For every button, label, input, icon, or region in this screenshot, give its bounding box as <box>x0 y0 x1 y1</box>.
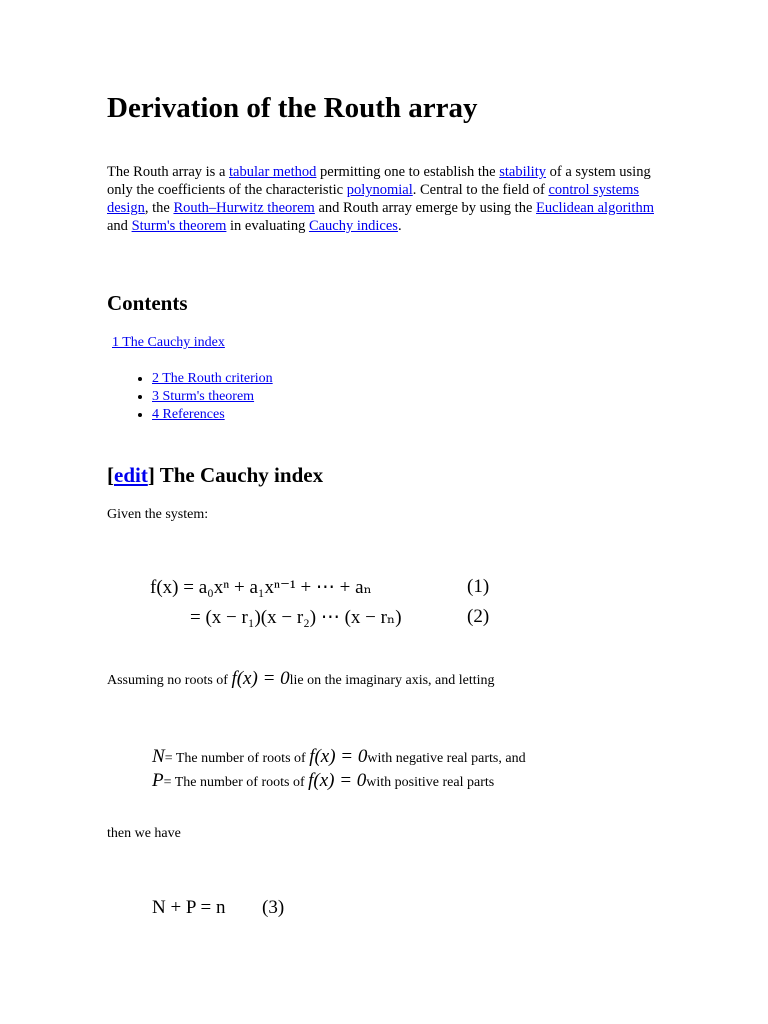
then-text: then we have <box>107 826 181 841</box>
link-cauchy-indices[interactable]: Cauchy indices <box>308 218 398 234</box>
link-sturms-theorem[interactable]: Sturm's theorem <box>131 218 227 234</box>
toc-link-sturms-theorem[interactable]: 3 Sturm's theorem <box>152 389 255 404</box>
equation-3: N + P = n <box>152 897 226 918</box>
intro-text: permitting one to establish the <box>316 164 500 180</box>
p-def-post: with positive real parts <box>366 775 495 790</box>
assuming-pre: Assuming no roots of <box>107 673 232 688</box>
link-polynomial[interactable]: polynomial <box>346 182 413 198</box>
toc-list <box>112 370 273 424</box>
link-routh-hurwitz-theorem[interactable]: Routh–Hurwitz theorem <box>173 200 315 216</box>
page-title: Derivation of the Routh array <box>107 92 478 124</box>
contents-heading: Contents <box>107 291 188 315</box>
toc-link-cauchy-index[interactable]: 1 The Cauchy index <box>112 335 225 350</box>
math-f-x-equals-0: f(x) = 0 <box>308 770 367 791</box>
equation-3-number: (3) <box>262 897 285 918</box>
link-tabular-method[interactable]: tabular method <box>229 164 317 180</box>
toc-item-cauchy-index <box>112 335 225 351</box>
intro-text: . Central to the field of <box>412 182 549 198</box>
equation-1: f(x) = a₀xⁿ + a₁xⁿ⁻¹ + ⋯ + aₙ <box>150 577 372 598</box>
intro-paragraph <box>107 163 667 235</box>
intro-text: in evaluating <box>226 218 309 234</box>
math-f-x-equals-0: f(x) = 0 <box>231 668 290 689</box>
math-n-symbol: N <box>152 746 165 767</box>
n-definition <box>152 746 526 768</box>
given-text: Given the system: <box>107 507 209 522</box>
math-f-x-equals-0: f(x) = 0 <box>309 746 368 767</box>
toc-link-routh-criterion[interactable]: 2 The Routh criterion <box>152 371 273 386</box>
toc-item <box>152 406 273 424</box>
assuming-text <box>107 668 495 690</box>
intro-text: . <box>397 218 402 234</box>
toc-item <box>152 370 273 388</box>
intro-text: and Routh array emerge by using the <box>314 200 537 216</box>
edit-link[interactable]: edit <box>114 463 148 487</box>
link-stability[interactable]: stability <box>499 164 546 180</box>
p-def-pre: = The number of roots of <box>163 775 309 790</box>
equation-2: = (x − r₁)(x − r₂) ⋯ (x − rₙ) <box>190 607 402 628</box>
bracket: [ <box>107 463 114 487</box>
math-p-symbol: P <box>152 770 164 791</box>
link-control-systems-design[interactable]: control systems design <box>107 182 640 216</box>
section-heading-cauchy-index <box>107 463 323 488</box>
assuming-post: lie on the imaginary axis, and letting <box>289 673 495 688</box>
n-def-pre: = The number of roots of <box>164 751 310 766</box>
intro-text: , the <box>144 200 174 216</box>
bracket: ] <box>147 463 155 487</box>
toc-link-references[interactable]: 4 References <box>152 407 225 422</box>
section-title: The Cauchy index <box>154 463 324 487</box>
p-definition <box>152 770 494 792</box>
intro-text: and <box>107 218 132 234</box>
equation-1-number: (1) <box>467 576 490 597</box>
intro-text: The Routh array is a <box>107 164 230 180</box>
n-def-post: with negative real parts, and <box>367 751 526 766</box>
link-euclidean-algorithm[interactable]: Euclidean algorithm <box>536 200 654 216</box>
toc-item <box>152 388 273 406</box>
intro-text: of a system using only the coefficients of the characteristic <box>107 164 651 198</box>
equation-2-number: (2) <box>467 606 490 627</box>
